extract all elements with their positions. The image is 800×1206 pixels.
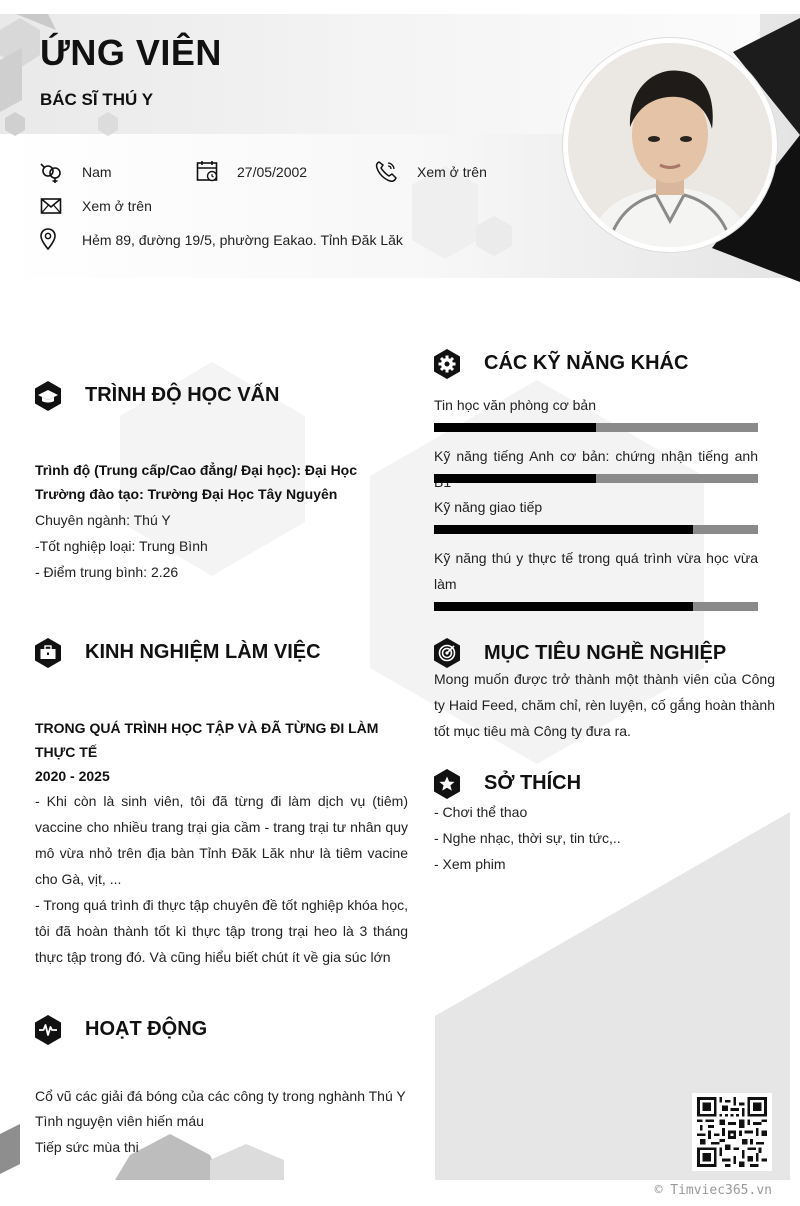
experience-paragraph-2: - Trong quá trình đi thực tập chuyên đề tốt nghiệp khóa học, tôi đã hoàn thành tốt kì thực tập trong trại heo là 3 tháng thực tập trong đó. Và cũng hiểu biết chút ít về gia súc lớn (35, 897, 408, 965)
candidate-name: ỨNG VIÊN (40, 32, 222, 73)
qr-code[interactable] (692, 1093, 772, 1171)
phone-value: Xem ở trên (417, 164, 487, 180)
skill-label: Kỹ năng tiếng Anh cơ bản: chứng nhận tiếng anh (434, 448, 758, 464)
experience-heading: TRONG QUÁ TRÌNH HỌC TẬP VÀ ĐÃ TỪNG ĐI LÀM THỰC TẾ (35, 720, 379, 760)
location-pin-icon (38, 228, 62, 250)
skill-bar (434, 602, 758, 611)
job-title: BÁC SĨ THÚ Y (40, 90, 154, 109)
profile-photo (563, 38, 777, 252)
birthdate-value: 27/05/2002 (237, 164, 308, 180)
skill-bar (434, 525, 758, 534)
education-graduation: -Tốt nghiệp loại: Trung Bình (35, 538, 208, 554)
address-value: Hẻm 89, đường 19/5, phường Eakao. Tỉnh Đăk Lăk (82, 232, 403, 248)
objective-text: Mong muốn được trở thành một thành viên của Công ty Haid Feed, chăm chỉ, rèn luyện, cố gắng hoàn thành tốt mục tiêu mà Công ty đưa ra. (434, 671, 775, 739)
activity-pulse-icon (34, 1014, 62, 1046)
education-level: Trình độ (Trung cấp/Cao đẳng/ Đại học): Đại Học (35, 462, 358, 478)
phone-icon (375, 160, 399, 182)
activity-item: Tiếp sức mùa thi (35, 1139, 139, 1155)
activity-item: Cổ vũ các giải đá bóng của các công ty trong nghành Thú Y (35, 1088, 406, 1104)
hobby-item: - Xem phim (434, 856, 506, 872)
skill-bar-fill (434, 423, 596, 432)
calendar-icon (196, 160, 220, 182)
hobby-item: - Nghe nhạc, thời sự, tin tức,.. (434, 830, 621, 846)
skill-bar-fill (434, 525, 693, 534)
education-gpa: - Điểm trung bình: 2.26 (35, 564, 179, 580)
email-value: Xem ở trên (82, 198, 152, 214)
education-school: Trường đào tạo: Trường Đại Học Tây Nguyên (35, 486, 338, 502)
skills-section-title: CÁC KỸ NĂNG KHÁC (484, 352, 689, 374)
target-icon (433, 637, 461, 669)
gear-icon (433, 348, 461, 380)
skill-label: Kỹ năng giao tiếp (434, 499, 543, 515)
gender-value: Nam (82, 164, 112, 180)
skill-bar (434, 474, 758, 483)
email-icon (40, 196, 64, 218)
hobby-item: - Chơi thể thao (434, 804, 528, 820)
experience-section-title: KINH NGHIỆM LÀM VIỆC (85, 641, 321, 663)
star-icon (433, 768, 461, 800)
activity-item: Tình nguyện viên hiến máu (35, 1113, 204, 1129)
objective-section-title: MỤC TIÊU NGHỀ NGHIỆP (484, 642, 727, 664)
experience-period: 2020 - 2025 (35, 768, 110, 784)
education-section-title: TRÌNH ĐỘ HỌC VẤN (85, 384, 280, 406)
skill-bar (434, 423, 758, 432)
skill-bar-fill (434, 602, 693, 611)
experience-paragraph-1: - Khi còn là sinh viên, tôi đã từng đi làm dịch vụ (tiêm) vaccine cho nhiều trang trại gia cầm - trang trại tư nhân quy mô vừa nhỏ trên địa bàn Tỉnh Đăk Lăk như là tiêm vacine cho Gà, vịt, ... (35, 793, 408, 887)
hobbies-section-title: SỞ THÍCH (484, 772, 582, 794)
graduation-cap-icon (34, 380, 62, 412)
gender-icon (40, 162, 64, 184)
briefcase-icon (34, 637, 62, 669)
skill-label: Tin học văn phòng cơ bản (434, 397, 596, 413)
education-major: Chuyên ngành: Thú Y (35, 512, 171, 528)
activities-section-title: HOẠT ĐỘNG (85, 1018, 208, 1040)
site-watermark: © Timviec365.vn (654, 1183, 772, 1198)
skill-label: Kỹ năng thú y thực tế trong quá trình vừa học vừa làm (434, 550, 758, 592)
skill-bar-fill (434, 474, 596, 483)
